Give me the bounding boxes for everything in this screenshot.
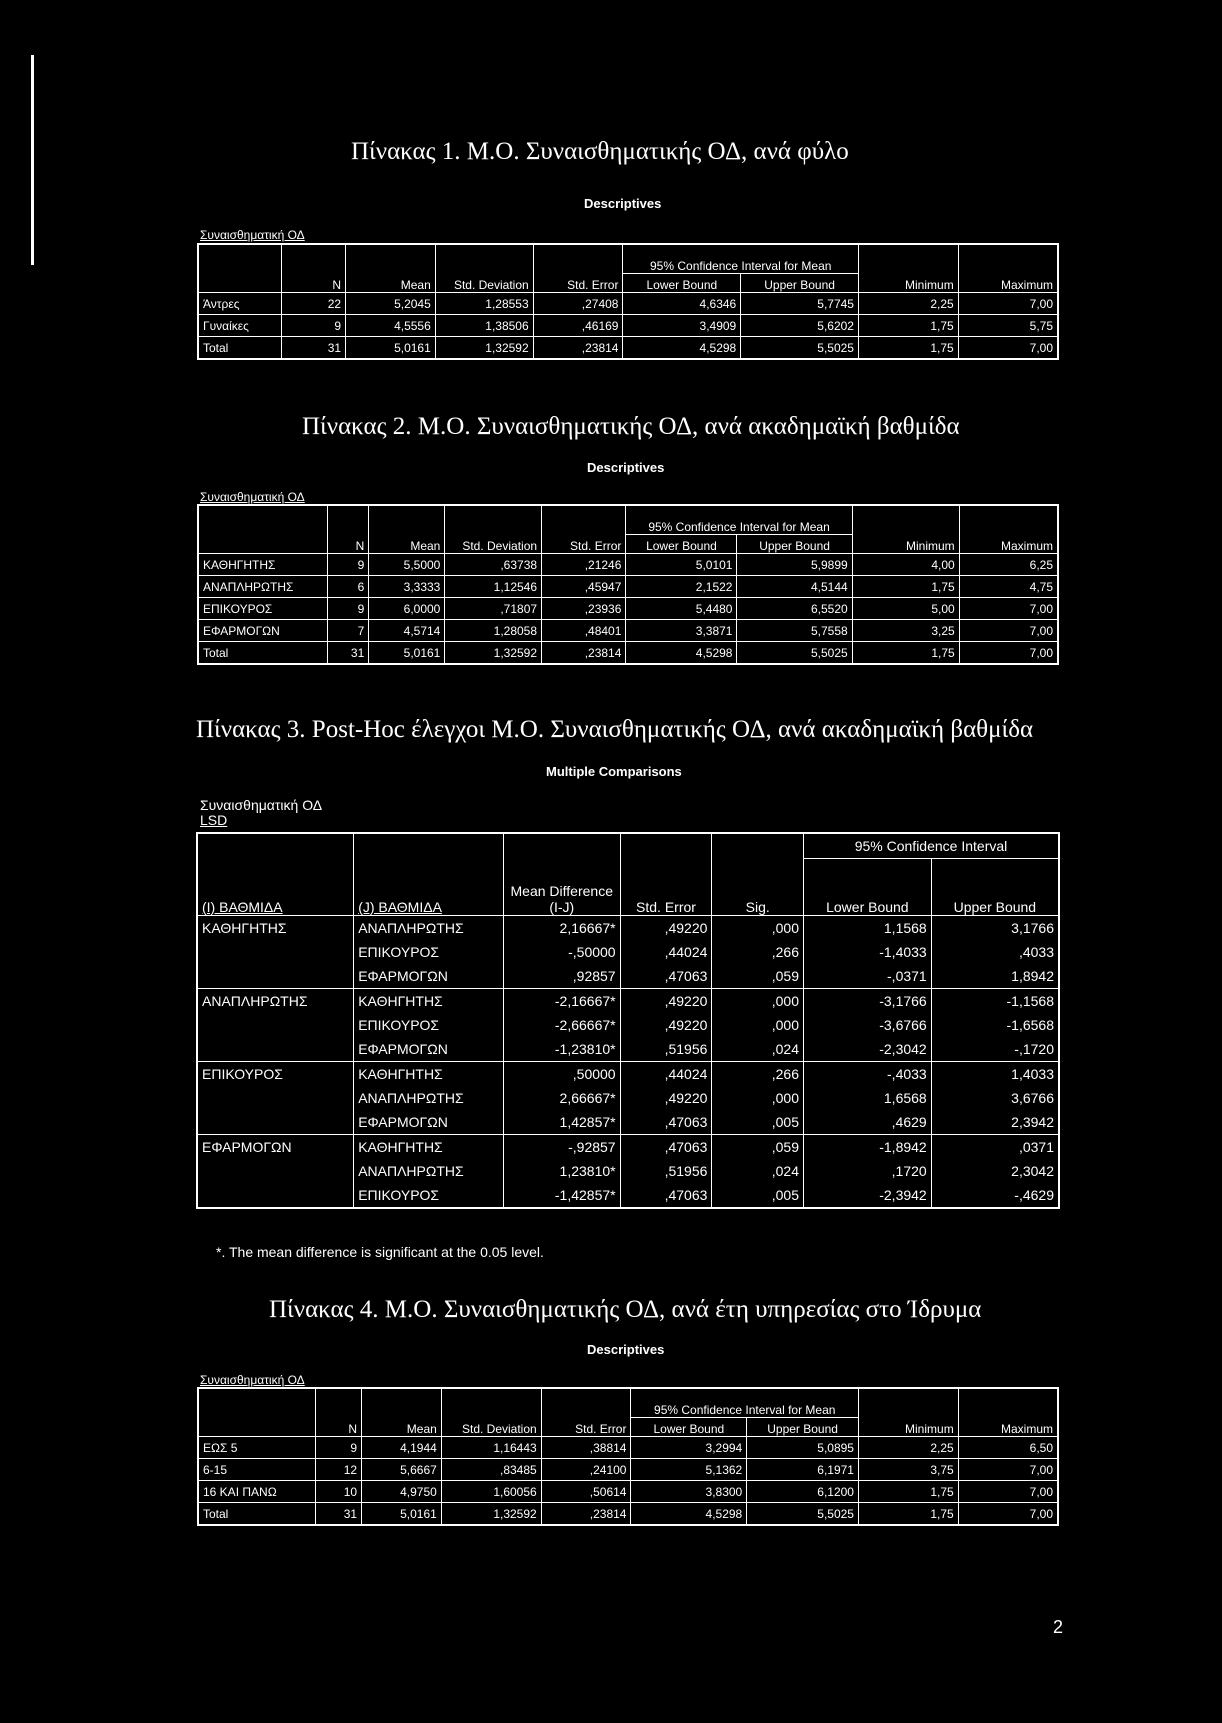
table-cell: 1,8942 [931, 964, 1059, 989]
table1-col-header: N [282, 274, 346, 293]
table-cell: 1,12546 [445, 576, 542, 598]
table-cell: 2,25 [858, 293, 958, 315]
table-cell: 4,75 [959, 576, 1058, 598]
table3 [196, 832, 1060, 1209]
table-cell: 1,32592 [435, 337, 533, 360]
table-cell: 7,00 [958, 293, 1058, 315]
table-cell: -3,1766 [804, 989, 932, 1014]
table-cell: 6,50 [958, 1437, 1058, 1459]
table-cell: ,50000 [503, 1062, 620, 1087]
row-label: Total [198, 1503, 316, 1526]
table3-header-top [197, 833, 1059, 859]
table-cell: 4,5298 [626, 642, 737, 665]
table2-col-header: Upper Bound [737, 535, 852, 554]
table-row [198, 1459, 1058, 1481]
table-cell: -,50000 [503, 940, 620, 964]
table4-col-header: Std. Error [541, 1418, 631, 1437]
table-row [197, 916, 1059, 941]
page-number: 2 [1053, 1617, 1064, 1637]
table2-col-header: Lower Bound [626, 535, 737, 554]
table2 [197, 504, 1059, 665]
table-cell: 4,00 [852, 554, 959, 576]
table-cell: 5,7745 [741, 293, 859, 315]
table-row [198, 337, 1058, 360]
table-cell: -1,6568 [931, 1013, 1059, 1037]
table-cell: 7,00 [958, 1459, 1058, 1481]
comparison-label: ΕΠΙΚΟΥΡΟΣ [354, 940, 504, 964]
group-label [197, 1159, 354, 1183]
table-cell: ,059 [712, 1135, 804, 1160]
table2-col-header: Minimum [852, 535, 959, 554]
table-cell: 7,00 [959, 620, 1058, 642]
table-cell: ,23814 [541, 1503, 631, 1526]
table-row [197, 1086, 1059, 1110]
table-cell: 1,75 [858, 337, 958, 360]
comparison-label: ΕΦΑΡΜΟΓΩΝ [354, 1037, 504, 1062]
table-cell: ,005 [712, 1110, 804, 1135]
table-row [198, 576, 1058, 598]
table4-col-header: Std. Deviation [441, 1418, 541, 1437]
table-row [197, 1135, 1059, 1160]
table-cell: 7,00 [959, 642, 1058, 665]
table3-col-header: Mean Difference (I-J) [503, 859, 620, 916]
table-cell: ,47063 [620, 1110, 712, 1135]
table-cell: 1,75 [858, 1481, 958, 1503]
table-cell: 1,75 [858, 315, 958, 337]
group-label [197, 940, 354, 964]
comparison-label: ΕΠΙΚΟΥΡΟΣ [354, 1013, 504, 1037]
table-cell: ,38814 [541, 1437, 631, 1459]
table-cell: ,266 [712, 940, 804, 964]
table4-variable-label: Συναισθηματική ΟΔ [200, 1373, 305, 1387]
comparison-label: ΚΑΘΗΓΗΤΗΣ [354, 989, 504, 1014]
table1-variable-label: Συναισθηματική ΟΔ [200, 228, 305, 242]
table-cell: -,92857 [503, 1135, 620, 1160]
table1-col-header: Maximum [958, 274, 1058, 293]
table-cell: ,51956 [620, 1159, 712, 1183]
table-cell: ,000 [712, 1086, 804, 1110]
table-cell: 4,5144 [737, 576, 852, 598]
table-cell: 5,4480 [626, 598, 737, 620]
table-cell: 31 [316, 1503, 362, 1526]
table-cell: 1,28058 [445, 620, 542, 642]
table4-header-top [198, 1388, 1058, 1418]
table-cell: 3,6766 [931, 1086, 1059, 1110]
table-cell: 3,75 [858, 1459, 958, 1481]
table4-col-header: Upper Bound [747, 1418, 859, 1437]
table-cell: 9 [328, 554, 369, 576]
table-cell: 9 [316, 1437, 362, 1459]
table-cell: 5,0161 [362, 1503, 442, 1526]
table-cell: 3,3333 [369, 576, 445, 598]
table3-caption: Πίνακας 3. Post-Hoc έλεγχοι Μ.Ο. Συναισθηματικής ΟΔ, ανά ακαδημαϊκή βαθμίδα [196, 716, 1034, 743]
table-cell: 5,6202 [741, 315, 859, 337]
table2-header-row [198, 535, 1058, 554]
table-cell: ,44024 [620, 940, 712, 964]
table-cell: -1,23810* [503, 1037, 620, 1062]
table-cell: 3,4909 [623, 315, 741, 337]
table3-header-row [197, 859, 1059, 916]
table-cell: 6,5520 [737, 598, 852, 620]
table2-header-corner [198, 505, 328, 554]
row-label: Total [198, 642, 328, 665]
table2-ci-header: 95% Confidence Interval for Mean [626, 505, 852, 535]
table-cell: 3,3871 [626, 620, 737, 642]
table-cell: ,50614 [541, 1481, 631, 1503]
table-cell: 5,75 [958, 315, 1058, 337]
table1-ci-header: 95% Confidence Interval for Mean [623, 244, 859, 274]
table3-col-header: Upper Bound [931, 859, 1059, 916]
table-cell: ,44024 [620, 1062, 712, 1087]
table-cell: ,47063 [620, 964, 712, 989]
row-label: 6-15 [198, 1459, 316, 1481]
table-cell: 6 [328, 576, 369, 598]
table2-col-header: Mean [369, 535, 445, 554]
group-label [197, 1013, 354, 1037]
group-label [197, 1110, 354, 1135]
table2-col-header: Maximum [959, 535, 1058, 554]
table-row [197, 940, 1059, 964]
comparison-label: ΕΦΑΡΜΟΓΩΝ [354, 1110, 504, 1135]
table-cell: 3,2994 [631, 1437, 747, 1459]
comparison-label: ΕΦΑΡΜΟΓΩΝ [354, 964, 504, 989]
table-cell: 3,8300 [631, 1481, 747, 1503]
table3-variable-label: Συναισθηματική ΟΔ [200, 797, 323, 813]
table1-caption: Πίνακας 1. Μ.Ο. Συναισθηματικής ΟΔ, ανά φύλο [351, 138, 849, 165]
table-cell: 5,5025 [737, 642, 852, 665]
table-cell: 1,42857* [503, 1110, 620, 1135]
row-label: 16 ΚΑΙ ΠΑΝΩ [198, 1481, 316, 1503]
group-label [197, 1086, 354, 1110]
table2-col-header: Std. Deviation [445, 535, 542, 554]
table-row [198, 1503, 1058, 1526]
table2-caption: Πίνακας 2. Μ.Ο. Συναισθηματικής ΟΔ, ανά ακαδημαϊκή βαθμίδα [302, 413, 960, 440]
table1-header-corner [198, 244, 282, 293]
table-cell: 5,5025 [747, 1503, 859, 1526]
table2-body [198, 554, 1058, 665]
table-row [197, 1159, 1059, 1183]
comparison-label: ΑΝΑΠΛΗΡΩΤΗΣ [354, 1086, 504, 1110]
table4-col-header: N [316, 1418, 362, 1437]
row-label: ΕΠΙΚΟΥΡΟΣ [198, 598, 328, 620]
table-cell: 4,5298 [623, 337, 741, 360]
row-label: ΕΩΣ 5 [198, 1437, 316, 1459]
table-cell: 1,32592 [445, 642, 542, 665]
table-cell: ,0371 [931, 1135, 1059, 1160]
table4 [197, 1387, 1059, 1526]
table-row [197, 1183, 1059, 1208]
table-cell: 7,00 [959, 598, 1058, 620]
table2-col-header: N [328, 535, 369, 554]
table-cell: -2,66667* [503, 1013, 620, 1037]
table-cell: -,4629 [931, 1183, 1059, 1208]
row-label: ΑΝΑΠΛΗΡΩΤΗΣ [198, 576, 328, 598]
table-cell: ,49220 [620, 1013, 712, 1037]
group-label: ΕΠΙΚΟΥΡΟΣ [197, 1062, 354, 1087]
table-cell: -2,3942 [804, 1183, 932, 1208]
table-cell: 1,23810* [503, 1159, 620, 1183]
table-cell: ,46169 [533, 315, 623, 337]
table2-col-header: Std. Error [542, 535, 626, 554]
table-cell: ,83485 [441, 1459, 541, 1481]
table-cell: ,23814 [533, 337, 623, 360]
table-cell: 5,0101 [626, 554, 737, 576]
table3-col-header: Sig. [712, 859, 804, 916]
table-cell: 1,75 [852, 576, 959, 598]
table1-col-header: Minimum [858, 274, 958, 293]
table-cell: 1,32592 [441, 1503, 541, 1526]
table-cell: -1,42857* [503, 1183, 620, 1208]
table1-title: Descriptives [584, 196, 662, 211]
table-cell: ,71807 [445, 598, 542, 620]
table-cell: 4,1944 [362, 1437, 442, 1459]
table-cell: 2,16667* [503, 916, 620, 941]
table-cell: -1,1568 [931, 989, 1059, 1014]
row-label: ΚΑΘΗΓΗΤΗΣ [198, 554, 328, 576]
table-cell: ,92857 [503, 964, 620, 989]
table-cell: ,21246 [542, 554, 626, 576]
table-cell: 6,25 [959, 554, 1058, 576]
table-cell: 5,6667 [362, 1459, 442, 1481]
table-cell: 4,9750 [362, 1481, 442, 1503]
table-cell: -2,16667* [503, 989, 620, 1014]
table1-col-header: Upper Bound [741, 274, 859, 293]
table-row [198, 620, 1058, 642]
table4-col-header: Maximum [958, 1418, 1058, 1437]
table-cell: 2,3942 [931, 1110, 1059, 1135]
table-cell: ,47063 [620, 1135, 712, 1160]
table-cell: ,005 [712, 1183, 804, 1208]
table-cell: ,23814 [542, 642, 626, 665]
row-label: Total [198, 337, 282, 360]
table-cell: 6,1200 [747, 1481, 859, 1503]
table-cell: ,48401 [542, 620, 626, 642]
comparison-label: ΕΠΙΚΟΥΡΟΣ [354, 1183, 504, 1208]
table3-col-header: (J) ΒΑΘΜΙΔΑ [354, 859, 504, 916]
table-row [198, 642, 1058, 665]
comparison-label: ΑΝΑΠΛΗΡΩΤΗΣ [354, 1159, 504, 1183]
table1-body [198, 293, 1058, 360]
table-cell: 4,5298 [631, 1503, 747, 1526]
table-cell: 9 [328, 598, 369, 620]
table-cell: 5,2045 [346, 293, 436, 315]
table-row [197, 989, 1059, 1014]
table-cell: 2,66667* [503, 1086, 620, 1110]
table-row [198, 554, 1058, 576]
table-row [197, 1110, 1059, 1135]
table3-body [197, 916, 1059, 1209]
table-cell: 1,4033 [931, 1062, 1059, 1087]
table-cell: 5,1362 [631, 1459, 747, 1481]
table-cell: 6,1971 [747, 1459, 859, 1481]
table-row [198, 293, 1058, 315]
table-cell: ,24100 [541, 1459, 631, 1481]
table4-ci-header: 95% Confidence Interval for Mean [631, 1388, 859, 1418]
table-cell: 3,1766 [931, 916, 1059, 941]
table-cell: 1,38506 [435, 315, 533, 337]
table-cell: 31 [282, 337, 346, 360]
table-cell: ,000 [712, 916, 804, 941]
table1-col-header: Std. Error [533, 274, 623, 293]
table-cell: 1,28553 [435, 293, 533, 315]
table-cell: -1,8942 [804, 1135, 932, 1160]
table-cell: -,4033 [804, 1062, 932, 1087]
table-row [198, 315, 1058, 337]
table-cell: 1,60056 [441, 1481, 541, 1503]
table4-title: Descriptives [587, 1342, 665, 1357]
table-cell: ,47063 [620, 1183, 712, 1208]
table-cell: 2,1522 [626, 576, 737, 598]
group-label [197, 1183, 354, 1208]
table4-col-header: Mean [362, 1418, 442, 1437]
table3-col-header: Lower Bound [804, 859, 932, 916]
table-cell: 5,5000 [369, 554, 445, 576]
comparison-label: ΚΑΘΗΓΗΤΗΣ [354, 1062, 504, 1087]
table1-header-top [198, 244, 1058, 274]
table-cell: ,49220 [620, 916, 712, 941]
table-cell: -2,3042 [804, 1037, 932, 1062]
table-cell: 5,0161 [369, 642, 445, 665]
table-row [197, 1037, 1059, 1062]
table-cell: 5,5025 [741, 337, 859, 360]
table-cell: ,000 [712, 989, 804, 1014]
table-cell: -3,6766 [804, 1013, 932, 1037]
table-cell: ,49220 [620, 1086, 712, 1110]
table-row [197, 1062, 1059, 1087]
table-row [198, 1481, 1058, 1503]
table1-col-header: Lower Bound [623, 274, 741, 293]
group-label [197, 964, 354, 989]
table-cell: ,51956 [620, 1037, 712, 1062]
comparison-label: ΚΑΘΗΓΗΤΗΣ [354, 1135, 504, 1160]
table-cell: 1,1568 [804, 916, 932, 941]
table3-footnote: *. The mean difference is significant at the 0.05 level. [216, 1244, 544, 1260]
table-cell: 7,00 [958, 1481, 1058, 1503]
table2-variable-label: Συναισθηματική ΟΔ [200, 490, 305, 504]
table-cell: -,0371 [804, 964, 932, 989]
table-cell: 1,75 [858, 1503, 958, 1526]
row-label: Γυναίκες [198, 315, 282, 337]
table-cell: ,024 [712, 1159, 804, 1183]
table-cell: 2,25 [858, 1437, 958, 1459]
table4-col-header: Lower Bound [631, 1418, 747, 1437]
table3-col-header: (I) ΒΑΘΜΙΔΑ [197, 859, 354, 916]
table-cell: ,27408 [533, 293, 623, 315]
table-cell: ,23936 [542, 598, 626, 620]
table-row [198, 1437, 1058, 1459]
table-cell: ,49220 [620, 989, 712, 1014]
table1 [197, 243, 1059, 360]
group-label: ΚΑΘΗΓΗΤΗΣ [197, 916, 354, 941]
table3-variable-block [200, 798, 322, 828]
table-cell: 5,0895 [747, 1437, 859, 1459]
table-cell: 1,6568 [804, 1086, 932, 1110]
table3-ci-header: 95% Confidence Interval [804, 833, 1060, 859]
table1-header-row [198, 274, 1058, 293]
table-cell: ,059 [712, 964, 804, 989]
table3-method-label: LSD [200, 812, 228, 828]
table-row [197, 1013, 1059, 1037]
table2-title: Descriptives [587, 460, 665, 475]
table-cell: ,4033 [931, 940, 1059, 964]
table4-body [198, 1437, 1058, 1526]
row-label: ΕΦΑΡΜΟΓΩΝ [198, 620, 328, 642]
table-cell: 10 [316, 1481, 362, 1503]
table-cell: ,000 [712, 1013, 804, 1037]
table-cell: 9 [282, 315, 346, 337]
table-cell: ,4629 [804, 1110, 932, 1135]
table-cell: 22 [282, 293, 346, 315]
table1-col-header: Std. Deviation [435, 274, 533, 293]
table-row [197, 964, 1059, 989]
table-cell: ,45947 [542, 576, 626, 598]
left-margin-rule [31, 55, 34, 265]
row-label: Άντρες [198, 293, 282, 315]
table-cell: ,63738 [445, 554, 542, 576]
group-label [197, 1037, 354, 1062]
group-label: ΑΝΑΠΛΗΡΩΤΗΣ [197, 989, 354, 1014]
table4-col-header: Minimum [858, 1418, 958, 1437]
table-cell: 2,3042 [931, 1159, 1059, 1183]
table-cell: 7 [328, 620, 369, 642]
table-cell: 7,00 [958, 1503, 1058, 1526]
table3-col-header: Std. Error [620, 859, 712, 916]
table-cell: 1,16443 [441, 1437, 541, 1459]
table-cell: 6,0000 [369, 598, 445, 620]
table4-header-row [198, 1418, 1058, 1437]
table-cell: 3,25 [852, 620, 959, 642]
table-cell: ,024 [712, 1037, 804, 1062]
table-cell: 7,00 [958, 337, 1058, 360]
comparison-label: ΑΝΑΠΛΗΡΩΤΗΣ [354, 916, 504, 941]
table-cell: 5,9899 [737, 554, 852, 576]
table1-col-header: Mean [346, 274, 436, 293]
table-cell: 5,7558 [737, 620, 852, 642]
table-cell: -1,4033 [804, 940, 932, 964]
table-cell: 1,75 [852, 642, 959, 665]
table-cell: 12 [316, 1459, 362, 1481]
table-cell: -,1720 [931, 1037, 1059, 1062]
table-row [198, 598, 1058, 620]
table-cell: ,1720 [804, 1159, 932, 1183]
table-cell: 4,5714 [369, 620, 445, 642]
group-label: ΕΦΑΡΜΟΓΩΝ [197, 1135, 354, 1160]
table4-header-corner [198, 1388, 316, 1437]
table-cell: 5,0161 [346, 337, 436, 360]
table4-caption: Πίνακας 4. Μ.Ο. Συναισθηματικής ΟΔ, ανά έτη υπηρεσίας στο Ίδρυμα [269, 1296, 982, 1323]
table-cell: ,266 [712, 1062, 804, 1087]
table3-title: Multiple Comparisons [546, 764, 682, 779]
table-cell: 5,00 [852, 598, 959, 620]
table-cell: 31 [328, 642, 369, 665]
table-cell: 4,5556 [346, 315, 436, 337]
table2-header-top [198, 505, 1058, 535]
table-cell: 4,6346 [623, 293, 741, 315]
